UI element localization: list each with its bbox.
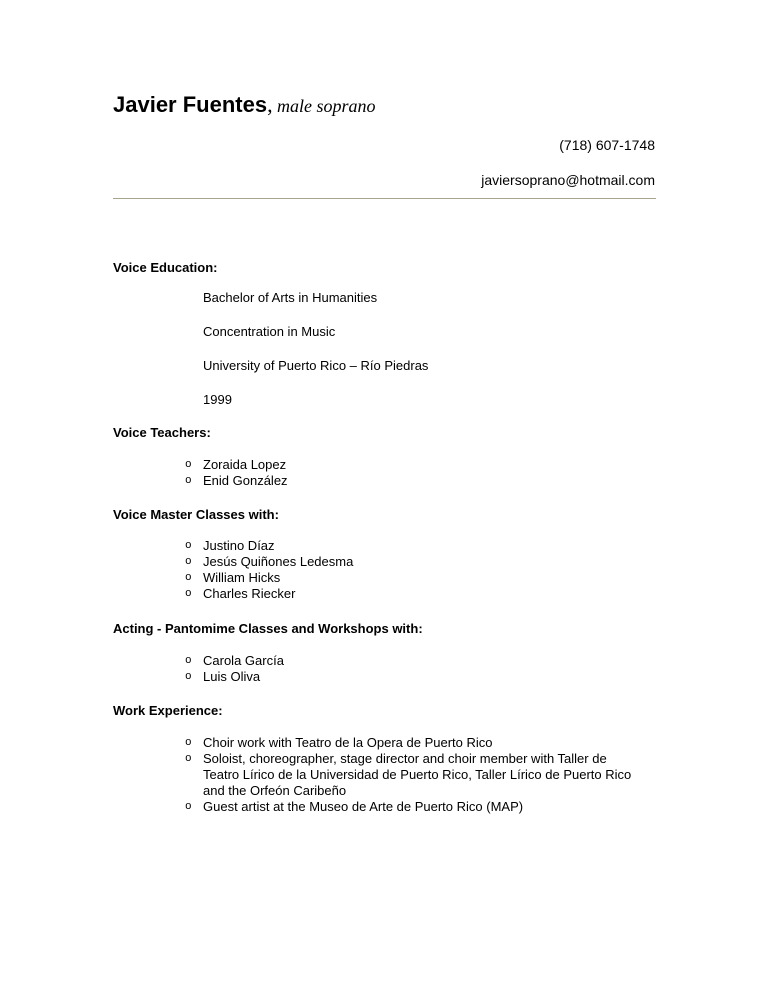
bullet-icon: o xyxy=(185,459,192,471)
bullet-icon: o xyxy=(185,753,192,765)
name-separator: , xyxy=(267,92,273,117)
acting-teacher-name: Luis Oliva xyxy=(203,669,261,684)
bullet-icon: o xyxy=(185,671,192,683)
heading-acting-pantomime: Acting - Pantomime Classes and Workshops with: xyxy=(113,621,423,636)
bullet-icon: o xyxy=(185,655,192,667)
list-item xyxy=(185,751,643,799)
list-item xyxy=(185,669,284,685)
work-experience-list xyxy=(185,735,643,815)
voice-type: male soprano xyxy=(277,96,376,116)
heading-work-experience: Work Experience: xyxy=(113,703,223,718)
list-item xyxy=(185,735,643,751)
name-line xyxy=(113,92,376,118)
list-item xyxy=(185,457,288,473)
education-concentration: Concentration in Music xyxy=(203,324,336,339)
email-address: javiersoprano@hotmail.com xyxy=(481,172,655,188)
education-degree: Bachelor of Arts in Humanities xyxy=(203,290,378,305)
phone-number: (718) 607-1748 xyxy=(559,137,655,153)
header-divider xyxy=(113,198,656,199)
list-item xyxy=(185,570,353,586)
heading-voice-teachers: Voice Teachers: xyxy=(113,425,211,440)
list-item xyxy=(185,586,353,602)
education-year: 1999 xyxy=(203,392,232,407)
list-item xyxy=(185,653,284,669)
teacher-name: Zoraida Lopez xyxy=(203,457,287,472)
bullet-icon: o xyxy=(185,588,192,600)
bullet-icon: o xyxy=(185,556,192,568)
bullet-icon: o xyxy=(185,572,192,584)
work-item: Guest artist at the Museo de Arte de Puerto Rico (MAP) xyxy=(203,799,524,814)
bullet-icon: o xyxy=(185,737,192,749)
work-item: Choir work with Teatro de la Opera de Puerto Rico xyxy=(203,735,493,750)
heading-master-classes: Voice Master Classes with: xyxy=(113,507,279,522)
master-class-name: William Hicks xyxy=(203,570,281,585)
list-item xyxy=(185,554,354,570)
full-name: Javier Fuentes xyxy=(113,92,268,117)
master-class-name: Jesús Quiñones Ledesma xyxy=(203,554,354,569)
list-item xyxy=(185,473,288,489)
teacher-name: Enid González xyxy=(203,473,288,488)
master-class-name: Charles Riecker xyxy=(203,586,296,601)
acting-list xyxy=(185,653,284,685)
list-item xyxy=(185,538,353,554)
bullet-icon: o xyxy=(185,801,192,813)
master-class-name: Justino Díaz xyxy=(203,538,275,553)
bullet-icon: o xyxy=(185,475,192,487)
work-item: Soloist, choreographer, stage director and choir member with Taller de Teatro Lírico de la Universidad de Puerto Rico, Taller Lírico de Puerto Rico and the Orfeón Caribeño xyxy=(203,751,632,798)
master-classes-list xyxy=(185,538,354,602)
teachers-list xyxy=(185,457,288,489)
education-university: University of Puerto Rico – Río Piedras xyxy=(203,358,429,373)
heading-voice-education: Voice Education: xyxy=(113,260,218,275)
list-item xyxy=(185,799,643,815)
acting-teacher-name: Carola García xyxy=(203,653,284,668)
bullet-icon: o xyxy=(185,540,192,552)
